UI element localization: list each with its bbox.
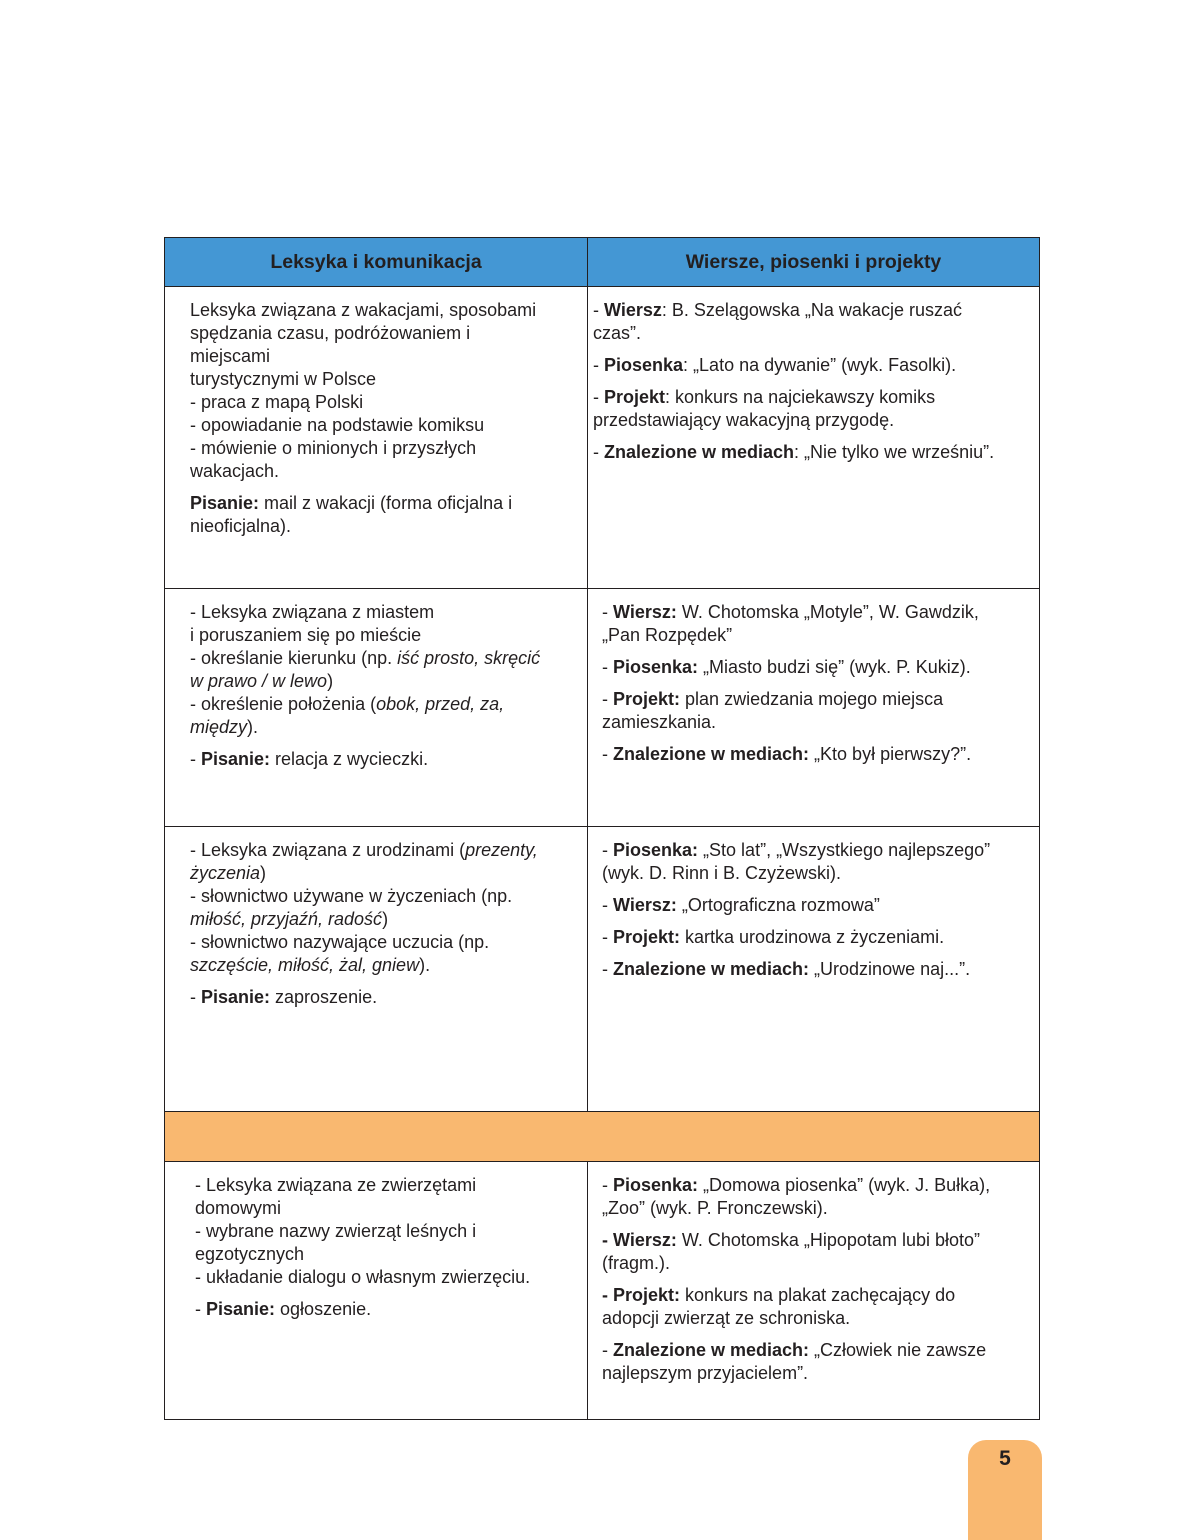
item-text: (wyk. D. Rinn i B. Czyżewski).	[602, 863, 842, 883]
text-line: - mówienie o minionych i przyszłych	[190, 438, 477, 458]
example-text: szczęście, miłość, żal, gniew	[190, 955, 420, 975]
item-prefix: -	[195, 1299, 206, 1319]
works-cell	[588, 827, 1039, 1111]
item-text: konkurs na plakat zachęcający do	[680, 1285, 956, 1305]
item-label: Wiersz	[604, 300, 662, 320]
writing-label: Pisanie:	[201, 987, 271, 1007]
text-line: spędzania czasu, podróżowaniem i	[190, 323, 471, 343]
example-text: życzenia	[190, 863, 261, 883]
text-line: )	[327, 671, 334, 691]
text-line: - określanie kierunku (np.	[190, 648, 398, 668]
item-label: Piosenka	[604, 355, 684, 375]
item-text: kartka urodzinowa z życzeniami.	[680, 927, 945, 947]
item-text: „Ortograficzna rozmowa”	[676, 895, 880, 915]
text-line: - wybrane nazwy zwierząt leśnych i	[195, 1221, 477, 1241]
item-text: „Pan Rozpędek”	[602, 625, 733, 645]
item-label: Znalezione w mediach:	[613, 959, 810, 979]
item-label: Wiersz:	[613, 895, 677, 915]
item-label: - Wiersz:	[602, 1230, 677, 1250]
item-prefix: -	[602, 895, 613, 915]
item-label: Projekt:	[613, 689, 681, 709]
item-text: zamieszkania.	[602, 712, 717, 732]
item-prefix: -	[602, 689, 613, 709]
item-text: (fragm.).	[602, 1253, 671, 1273]
item-text: „Człowiek nie zawsze	[809, 1340, 987, 1360]
text-line: domowymi	[195, 1198, 282, 1218]
text-line: - Leksyka związana z miastem	[190, 602, 435, 622]
item-text: czas”.	[593, 323, 642, 343]
lexis-cell	[165, 589, 588, 826]
item-text: „Kto był pierwszy?”.	[809, 744, 972, 764]
item-text: : konkurs na najciekawszy komiks	[665, 387, 936, 407]
example-text: między	[190, 717, 248, 737]
item-text: : B. Szelągowska „Na wakacje ruszać	[661, 300, 962, 320]
writing-label: Pisanie:	[201, 749, 271, 769]
item-prefix: -	[593, 387, 604, 407]
text-line: ).	[247, 717, 259, 737]
text-line: )	[382, 909, 389, 929]
section-separator	[164, 1112, 1040, 1162]
item-label: - Projekt:	[602, 1285, 681, 1305]
table-row	[164, 1162, 1040, 1420]
text-line: miejscami	[190, 346, 271, 366]
text-line: nieoficjalna).	[190, 516, 292, 536]
page-number: 5	[968, 1440, 1042, 1540]
item-prefix: -	[190, 749, 201, 769]
item-prefix: -	[602, 744, 613, 764]
text-line: Leksyka związana z wakacjami, sposobami	[190, 300, 537, 320]
table-header	[164, 237, 1040, 287]
item-label: Znalezione w mediach:	[613, 744, 810, 764]
item-label: Projekt	[604, 387, 666, 407]
item-text: W. Chotomska „Motyle”, W. Gawdzik,	[676, 602, 979, 622]
text-line: - praca z mapą Polski	[190, 392, 364, 412]
example-text: iść prosto, skręcić	[397, 648, 541, 668]
item-label: Piosenka:	[613, 840, 699, 860]
item-text: W. Chotomska „Hipopotam lubi błoto”	[676, 1230, 980, 1250]
item-text: plan zwiedzania mojego miejsca	[680, 689, 944, 709]
text-line: i poruszaniem się po mieście	[190, 625, 422, 645]
item-text: „Zoo” (wyk. P. Fronczewski).	[602, 1198, 828, 1218]
example-text: prezenty,	[465, 840, 538, 860]
item-prefix: -	[602, 927, 613, 947]
text-line: - określenie położenia (	[190, 694, 377, 714]
writing-label: Pisanie:	[190, 493, 260, 513]
item-label: Piosenka:	[613, 1175, 699, 1195]
writing-label: Pisanie:	[206, 1299, 276, 1319]
item-text: najlepszym przyjacielem”.	[602, 1363, 809, 1383]
text-line: - słownictwo używane w życzeniach (np.	[190, 886, 513, 906]
table-row	[164, 827, 1040, 1112]
item-label: Znalezione w mediach:	[613, 1340, 810, 1360]
example-text: obok, przed, za,	[376, 694, 505, 714]
example-text: miłość, przyjaźń, radość	[190, 909, 383, 929]
text-line: - słownictwo nazywające uczucia (np.	[190, 932, 490, 952]
header-lexis: Leksyka i komunikacja	[165, 238, 588, 286]
item-prefix: -	[602, 1340, 613, 1360]
item-text: „Sto lat”, „Wszystkiego najlepszego”	[698, 840, 991, 860]
item-prefix: -	[602, 959, 613, 979]
item-text: : „Nie tylko we wrześniu”.	[794, 442, 995, 462]
item-text: : „Lato na dywanie” (wyk. Fasolki).	[683, 355, 957, 375]
item-prefix: -	[602, 1175, 613, 1195]
lexis-cell	[165, 1162, 588, 1419]
lexis-cell	[165, 827, 588, 1111]
item-prefix: -	[593, 442, 604, 462]
item-prefix: -	[602, 657, 613, 677]
text-line: ).	[419, 955, 431, 975]
lexis-cell	[165, 287, 588, 588]
text-line: - Leksyka związana ze zwierzętami	[195, 1175, 477, 1195]
example-text: w prawo / w lewo	[190, 671, 328, 691]
text-line: wakacjach.	[190, 461, 280, 481]
text-line: turystycznymi w Polsce	[190, 369, 377, 389]
works-cell	[588, 589, 1039, 826]
works-cell	[588, 287, 1039, 588]
text-line: - układanie dialogu o własnym zwierzęciu.	[195, 1267, 531, 1287]
works-cell	[588, 1162, 1039, 1419]
item-text: „Urodzinowe naj...”.	[809, 959, 971, 979]
item-label: Piosenka:	[613, 657, 699, 677]
header-poems: Wiersze, piosenki i projekty	[685, 250, 942, 273]
item-label: Wiersz:	[613, 602, 677, 622]
text-line: - Leksyka związana z urodzinami (	[190, 840, 466, 860]
item-label: Znalezione w mediach	[604, 442, 795, 462]
text-line: - opowiadanie na podstawie komiksu	[190, 415, 485, 435]
item-prefix: -	[593, 355, 604, 375]
item-text: „Miasto budzi się” (wyk. P. Kukiz).	[698, 657, 971, 677]
writing-text: mail z wakacji (forma oficjalna i	[259, 493, 513, 513]
item-prefix: -	[602, 602, 613, 622]
writing-text: relacja z wycieczki.	[270, 749, 429, 769]
table-row	[164, 589, 1040, 827]
item-prefix: -	[593, 300, 604, 320]
item-text: adopcji zwierząt ze schroniska.	[602, 1308, 851, 1328]
item-prefix: -	[602, 840, 613, 860]
writing-text: zaproszenie.	[270, 987, 378, 1007]
item-text: przedstawiający wakacyjną przygodę.	[593, 410, 895, 430]
item-label: Projekt:	[613, 927, 681, 947]
text-line: egzotycznych	[195, 1244, 305, 1264]
curriculum-table	[164, 237, 1040, 1420]
item-text: „Domowa piosenka” (wyk. J. Bułka),	[698, 1175, 991, 1195]
writing-text: ogłoszenie.	[275, 1299, 372, 1319]
table-row	[164, 287, 1040, 589]
item-prefix: -	[190, 987, 201, 1007]
text-line: )	[260, 863, 267, 883]
